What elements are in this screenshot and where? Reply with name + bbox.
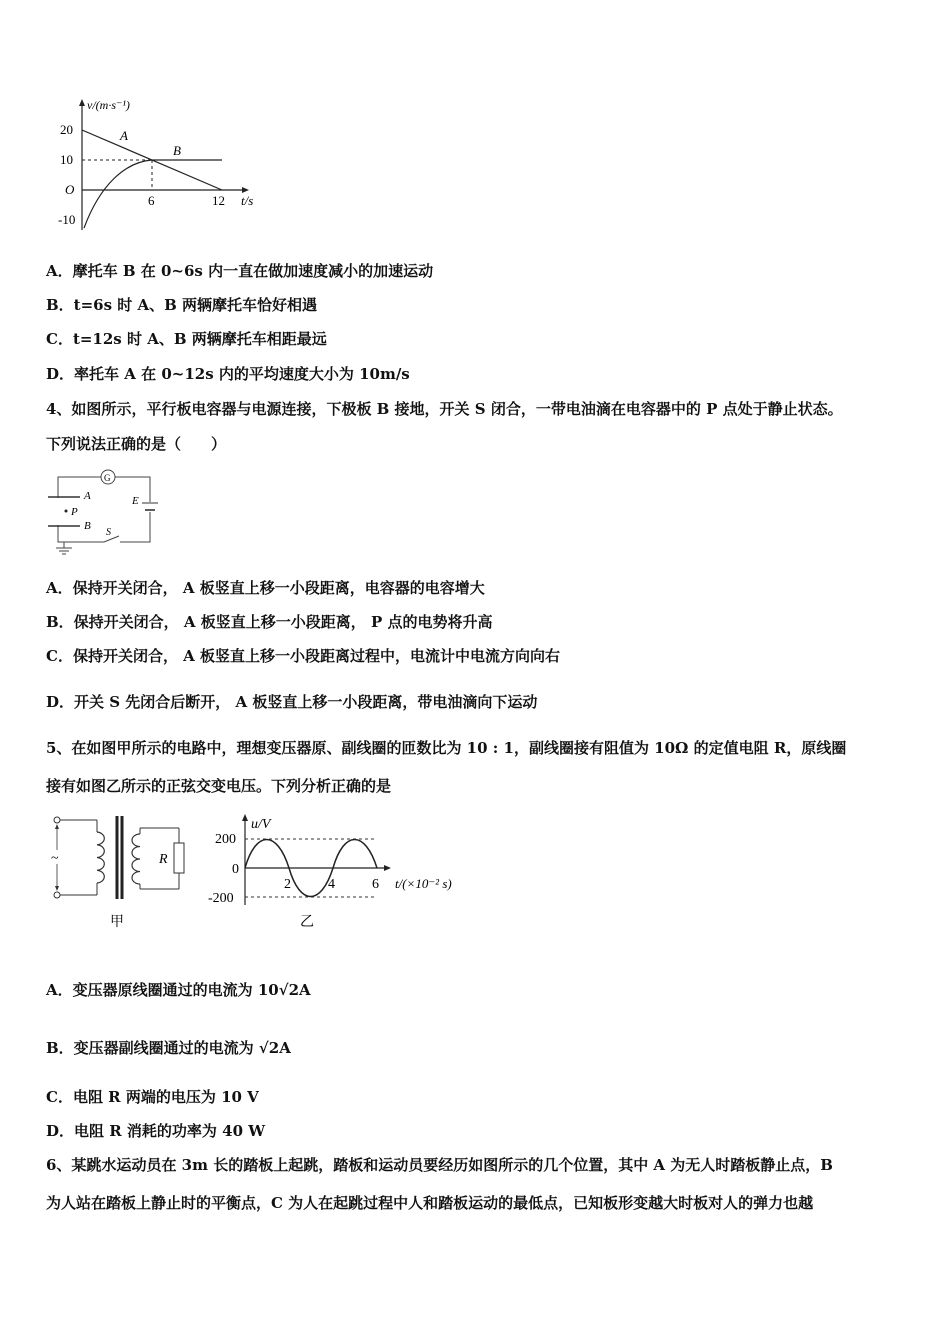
q3-option-d: D．率托车 A 在 0~12s 内的平均速度大小为 10m/s bbox=[46, 365, 410, 383]
switch-label: S bbox=[106, 527, 111, 538]
y-tick-10: 10 bbox=[60, 152, 73, 167]
x-axis-arrow bbox=[384, 865, 391, 871]
q5-option-b: B．变压器副线圈通过的电流为 √2A bbox=[46, 1039, 291, 1057]
q3-option-a: A．摩托车 B 在 0~6s 内一直在做加速度减小的加速运动 bbox=[46, 262, 434, 280]
x-tick-2: 2 bbox=[284, 877, 291, 892]
q4-option-c: C．保持开关闭合， A 板竖直上移一小段距离过程中，电流计中电流方向向右 bbox=[46, 647, 561, 665]
source-label: E bbox=[132, 495, 139, 507]
secondary-coil bbox=[132, 834, 140, 884]
y-tick-neg10: -10 bbox=[58, 212, 76, 227]
label-b: B bbox=[173, 143, 181, 158]
fig-a-caption: 甲 bbox=[110, 915, 124, 930]
y-axis-label: v/(m·s⁻¹) bbox=[87, 98, 130, 112]
primary-coil bbox=[97, 832, 104, 883]
vt-graph bbox=[55, 95, 270, 235]
y-axis-arrow bbox=[242, 814, 248, 821]
x-tick-6: 6 bbox=[148, 193, 155, 208]
x-tick-6: 6 bbox=[372, 877, 379, 892]
q3-option-b: B．t=6s 时 A、B 两辆摩托车恰好相遇 bbox=[46, 296, 318, 314]
q4-stem-line2: 下列说法正确的是（ ） bbox=[46, 435, 227, 453]
q5-stem-line1: 5、在如图甲所示的电路中，理想变压器原、副线圈的匝数比为 10 : 1，副线圈接有阻值为 10Ω 的定值电阻 R，原线圈 bbox=[46, 739, 847, 757]
galvanometer-label: G bbox=[104, 473, 111, 483]
q5-option-d: D．电阻 R 消耗的功率为 40 W bbox=[46, 1122, 266, 1140]
sine-graph bbox=[205, 810, 470, 935]
y-axis-arrow bbox=[79, 99, 85, 106]
switch-gap bbox=[104, 539, 120, 545]
origin-label: O bbox=[65, 182, 75, 197]
resistor-label: R bbox=[159, 852, 168, 867]
plate-b-label: B bbox=[84, 520, 91, 532]
q5-option-a: A．变压器原线圈通过的电流为 10√2A bbox=[46, 981, 311, 999]
terminal-bottom bbox=[54, 892, 60, 898]
q6-stem-line1: 6、某跳水运动员在 3m 长的踏板上起跳，踏板和运动员要经历如图所示的几个位置，其中 A 为无人时踏板静止点，B bbox=[46, 1156, 833, 1174]
x-tick-4: 4 bbox=[328, 877, 335, 892]
q4-option-d: D．开关 S 先闭合后断开， A 板竖直上移一小段距离，带电油滴向下运动 bbox=[46, 693, 538, 711]
y-tick-neg200: -200 bbox=[208, 891, 234, 906]
plate-a-label: A bbox=[84, 490, 91, 502]
q4-stem-line1: 4、如图所示，平行板电容器与电源连接，下极板 B 接地，开关 S 闭合，一带电油滴在电容器中的 P 点处于静止状态。 bbox=[46, 400, 843, 418]
ac-source-symbol: ~ bbox=[51, 851, 59, 866]
q5-option-c: C．电阻 R 两端的电压为 10 V bbox=[46, 1088, 259, 1106]
y-tick-0: 0 bbox=[232, 862, 239, 877]
point-p-label: P bbox=[71, 506, 78, 518]
voltage-arrow-head-down bbox=[55, 886, 59, 891]
q6-stem-line2: 为人站在踏板上静止时的平衡点，C 为人在起跳过程中人和踏板运动的最低点，已知板形变越大时板对人的弹力也越 bbox=[46, 1194, 814, 1212]
q4-option-a: A．保持开关闭合， A 板竖直上移一小段距离，电容器的电容增大 bbox=[46, 579, 485, 597]
capacitor-circuit bbox=[44, 468, 164, 560]
y-tick-200: 200 bbox=[215, 832, 236, 847]
label-a: A bbox=[120, 128, 128, 143]
fig-b-caption: 乙 bbox=[300, 915, 314, 930]
x-tick-12: 12 bbox=[212, 193, 225, 208]
y-tick-20: 20 bbox=[60, 122, 73, 137]
q5-stem-line2: 接有如图乙所示的正弦交变电压。下列分析正确的是 bbox=[46, 777, 392, 795]
y-axis-label: u/V bbox=[251, 817, 271, 832]
terminal-top bbox=[54, 817, 60, 823]
transformer-figure bbox=[45, 810, 195, 935]
voltage-arrow-head-up bbox=[55, 824, 59, 829]
x-axis-label: t/(×10⁻² s) bbox=[395, 876, 452, 891]
q3-option-c: C．t=12s 时 A、B 两辆摩托车相距最远 bbox=[46, 330, 327, 348]
resistor-r bbox=[174, 843, 184, 873]
wire-gap bbox=[56, 498, 61, 525]
oil-drop bbox=[65, 510, 68, 513]
q4-option-b: B．保持开关闭合， A 板竖直上移一小段距离， P 点的电势将升高 bbox=[46, 613, 493, 631]
x-axis-label: t/s bbox=[241, 193, 254, 208]
